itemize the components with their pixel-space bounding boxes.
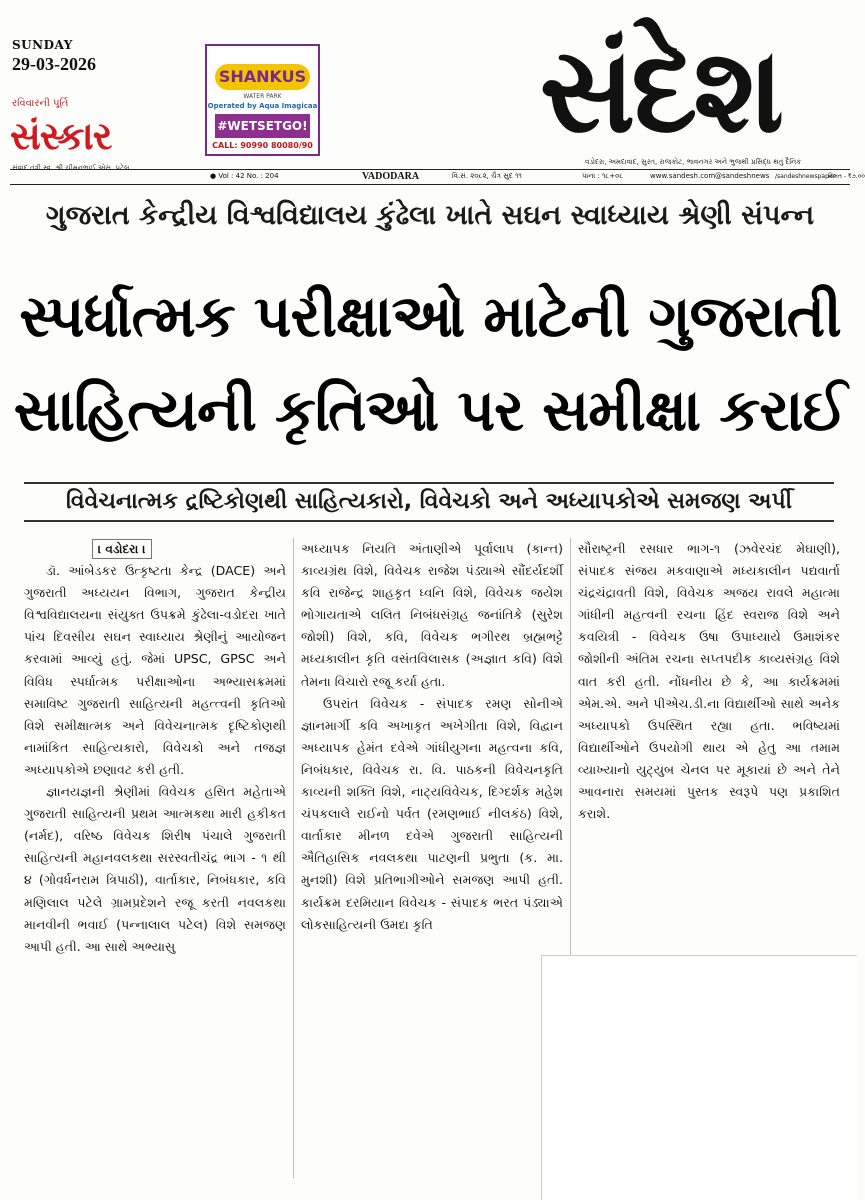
supplement-label: રવિવારની પૂર્તિ — [12, 98, 69, 109]
price: કિંમત - ₹૭.૦૦ — [828, 173, 865, 180]
ad-brand: SHANKUS — [215, 64, 310, 90]
article-subhead: વિવેચનાત્મક દ્રષ્ટિકોણથી સાહિત્યકારો, વિવેચકો અને અધ્યાપકોએ સમજણ અર્પી — [24, 482, 834, 522]
volume-number: ● Vol : 42 No. : 204 — [210, 172, 279, 180]
article-column-1 — [24, 538, 286, 958]
issue-date: 29-03-2026 — [12, 54, 96, 74]
editor-line: સંવાદ તંત્રી સ્વ. શ્રી ચીમનભાઈ એસ. પટેલ — [12, 164, 130, 172]
paragraph: ડૉ. આંબેડકર ઉત્કૃષ્ટતા કેન્દ્ર (DACE) અને ગુજરાતી અધ્યયન વિભાગ, ગુજરાત કેન્દ્રીય વિશ્વવિદ્યાલયના સંયુક્ત ઉપક્રમે કુંઢેલા-વડોદરા ખાતે પાંચ દિવસીય સઘન સ્વાધ્યાય શ્રેણીનું આયોજન કરવામાં આવ્યું હતું. જેમાં UPSC, GPSC અને વિવિધ સ્પર્ધાત્મક પરીક્ષાઓના અભ્યાસક્રમમાં સમાવિષ્ટ ગુજરાતી સાહિત્યની મહત્ત્વની કૃતિઓ વિશે સમીક્ષાત્મક અને વિવેચનાત્મક દૃષ્ટિકોણથી નામાંકિત સાહિત્યકારો, વિવેચકો અને તજજ્ઞ અધ્યાપકોએ છણાવટ કરી હતી. — [24, 563, 286, 777]
waterpark-ad[interactable] — [205, 44, 320, 156]
samvat-date: વિ.સં. ૨૦૮૨, ચૈત્ર સુદ ૧૧ — [452, 172, 522, 180]
edition-city: VADODARA — [362, 171, 420, 182]
headline-line-2: સાહિત્યની કૃતિઓ પર સમીક્ષા કરાઈ — [13, 376, 847, 444]
ad-subtitle: WATER PARK — [243, 93, 282, 100]
editions-line: વડોદરા, અમદાવાદ, સુરત, રાજકોટ, ભાવનગર અને ભુજથી પ્રસિદ્ધ થતું દૈનિક — [585, 158, 802, 166]
masthead — [0, 0, 857, 180]
column-divider — [293, 538, 294, 1178]
paragraph: ઉપરાંત વિવેચક - સંપાદક રમણ સોનીએ જ્ઞાનમાર્ગી કવિ અખાકૃત અખેગીતા વિશે, વિદ્વાન અધ્યાપક હેમંત દવેએ ગાંધીયુગના મહત્વના કવિ, નિબંધકાર, વિવેચક રા. વિ. પાઠકની વિવેચનકૃતિ કાવ્યની શક્તિ વિશે, નાટ્યવિવેચક, દિગ્દર્શક મહેશ ચંપકલાલે રાઈનો પર્વત (રમણભાઈ નીલકંઠ) વિશે, વાર્તાકાર મીનળ દવેએ ગુજરાતી સાહિત્યની ઐતિહાસિક નવલકથા પાટણની પ્રભુતા (ક. મા. મુનશી) વિશે પ્રતિભાગીઓને સમજણ આપી હતી. કાર્યક્રમ દરમિયાન વિવેચક - સંપાદક ભરત પંડ્યાએ લોકસાહિત્યની ઉમદા કૃતિ — [301, 695, 563, 932]
article-column-3 — [578, 538, 840, 825]
blank-photo-area — [541, 955, 857, 1200]
ad-phone: CALL: 90990 80080/90 — [212, 141, 313, 150]
page-count: પાના : ૧૮+૦૮ — [582, 172, 624, 180]
paragraph: સૌરાષ્ટ્રની રસધાર ભાગ-૧ (ઝવેરચંદ મેઘાણી), સંપાદક સંજય મકવાણાએ મધ્યકાલીન પદ્યવાર્તા ચંદ્રચંદ્રાવતી વિશે, વિવેચક અજય રાવલે મહાત્મા ગાંધીની મહત્વની રચના હિંદ સ્વરાજ વિશે અને કવયિત્રી - વિવેચક ઉષા ઉપાધ્યાયે ઉમાશંકર જોશીની અંતિમ રચના સપ્તપદીક કાવ્યસંગ્રહ વિશે વાત કરી હતી. નોંધનીય છે કે, આ કાર્યક્રમમાં એમ.એ. અને પીએચ.ડી.ના વિદ્યાર્થીઓ સાથે અનેક અધ્યાપકો ઉપસ્થિત રહ્યા હતા. ભવિષ્યમાં વિદ્યાર્થીઓને ઉપયોગી થાય એ હેતુ આ તમામ વ્યાખ્યાનો યુટ્યુબ ચેનલ પર મૂકાયાં છે અને તેને આવનારા સમયમાં પુસ્તક સ્વરૂપે પણ પ્રકાશિત કરાશે. — [578, 541, 840, 822]
issue-day: SUNDAY — [12, 38, 73, 52]
article-kicker: ગુજરાત કેન્દ્રીય વિશ્વવિદ્યાલય કુંઢેલા ખાતે સઘન સ્વાધ્યાય શ્રેણી સંપન્ન — [45, 200, 815, 231]
supplement-title: સંસ્કાર — [10, 114, 112, 158]
paragraph: અધ્યાપક નિયતિ અંતાણીએ પૂર્વાલાપ (કાન્ત) કાવ્યગ્રંથ વિશે, વિવેચક રાજેશ પંડ્યાએ સૌંદર્યદર્શી કવિ રાજેન્દ્ર શાહકૃત ધ્વનિ વિશે, વિવેચક જયેશ ભોગાયતાએ લલિત નિબંધસંગ્રહ જનાંતિકે (સુરેશ જોશી) વિશે, કવિ, વિવેચક ભગીરથ બ્રહ્મભટ્ટે મધ્યકાલીન કૃતિ વસંતવિલાસક (અજ્ઞાત કવિ) વિશે તેમના વિચારો રજૂ કર્યા હતા. — [301, 541, 563, 689]
ad-operator: Operated by Aqua Imagicaa — [207, 102, 318, 110]
dateline-strip — [10, 169, 865, 185]
paragraph: જ્ઞાનયજ્ઞની શ્રેણીમાં વિવેચક હસિત મહેતાએ ગુજરાતી સાહિત્યની પ્રથમ આત્મકથા મારી હકીકત (નર્મદ), વરિષ્ઠ વિવેચક શિરીષ પંચાલે ગુજરાતી સાહિત્યની મહાનવલકથા સરસ્વતીચંદ્ર ભાગ - ૧ થી ૪ (ગોવર્ધનરામ ત્રિપાઠી), વાર્તાકાર, નિબંધકાર, કવિ મણિલાલ પટેલે ગ્રામપ્રદેશને રજૂ કરતી નવલકથા માનવીની ભવાઈ (પન્નાલાલ પટેલ) વિશે સમજણ આપી હતી. આ સાથે અભ્યાસુ — [24, 784, 286, 954]
headline-line-1: સ્પર્ધાત્મક પરીક્ષાઓ માટેની ગુજરાતી — [19, 282, 841, 350]
dateline: । વડોદરા । — [92, 539, 152, 559]
ad-hashtag: #WETSETGO! — [215, 114, 310, 138]
website-link[interactable]: www.sandesh.com — [650, 172, 716, 180]
facebook-handle[interactable]: /sandeshnewspaper — [775, 173, 836, 180]
newspaper-logo: સંદેશ — [539, 21, 781, 159]
article-column-2 — [301, 538, 563, 936]
twitter-handle[interactable]: @sandeshnews — [715, 172, 770, 180]
